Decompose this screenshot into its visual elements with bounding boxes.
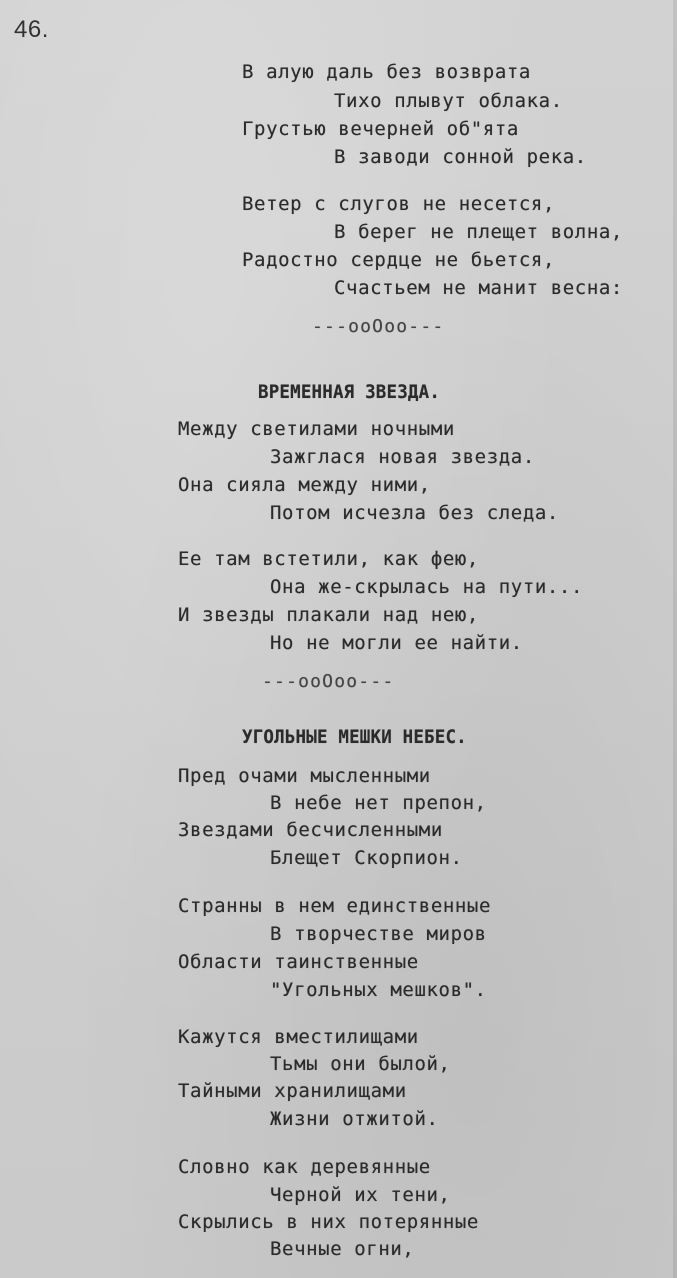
poem3-line: Черной их тени, — [270, 1184, 451, 1206]
poem3-title: УГОЛЬНЫЕ МЕШКИ НЕБЕС. — [242, 726, 467, 748]
poem2-line: Но не могли ее найти. — [270, 632, 523, 654]
poem2-line: Она же-скрылась на пути... — [270, 576, 584, 598]
poem2-line: Зажглася новая звезда. — [270, 446, 535, 468]
poem1-line: Ветер с слугов не несется, — [242, 193, 556, 215]
poem3-line: Вечные огни, — [270, 1238, 415, 1260]
page-number: 46. — [14, 16, 49, 43]
poem1-line: В заводи сонной река. — [334, 146, 587, 168]
separator: ---ooOoo--- — [312, 316, 445, 337]
poem1-line: В берег не плещет волна, — [334, 221, 623, 243]
poem2-title: ВРЕМЕННАЯ ЗВЕЗДА. — [258, 381, 441, 403]
poem3-line: Блещет Скорпион. — [270, 847, 463, 869]
poem2-line: И звезды плакали над нею, — [178, 604, 479, 626]
poem1-line: Счастьем не манит весна: — [334, 277, 623, 299]
poem2-line: Она сияла между ними, — [178, 474, 431, 496]
poem3-line: Области таинственные — [178, 951, 419, 973]
poem3-line: Звездами бесчисленными — [178, 819, 443, 841]
poem2-line: Ее там встетили, как фею, — [178, 548, 479, 570]
poem1-line: В алую даль без возврата — [242, 61, 531, 83]
poem3-line: Тьмы они былой, — [270, 1053, 451, 1075]
poem3-line: В небе нет препон, — [270, 792, 487, 814]
separator: ---ooOoo--- — [262, 671, 395, 692]
poem1-line: Радостно сердце не бьется, — [242, 249, 556, 271]
poem2-line: Потом исчезла без следа. — [270, 502, 559, 524]
poem3-line: Жизни отжитой. — [270, 1108, 439, 1130]
poem1-line: Тихо плывут облака. — [334, 90, 563, 112]
paper-edge-shadow — [673, 0, 677, 1278]
poem3-line: Странны в нем единственные — [178, 895, 492, 917]
poem3-line: Кажутся вместилищами — [178, 1026, 419, 1048]
poem3-line: Скрылись в них потерянные — [178, 1211, 479, 1233]
poem3-line: Словно как деревянные — [178, 1156, 431, 1178]
poem3-line: "Угольных мешков". — [270, 979, 487, 1001]
poem1-line: Грустью вечерней об"ята — [242, 118, 519, 140]
poem3-line: В творчестве миров — [270, 923, 487, 945]
poem3-line: Тайными хранилищами — [178, 1080, 407, 1102]
poem3-line: Пред очами мысленными — [178, 765, 431, 787]
poem2-line: Между светилами ночными — [178, 418, 455, 440]
